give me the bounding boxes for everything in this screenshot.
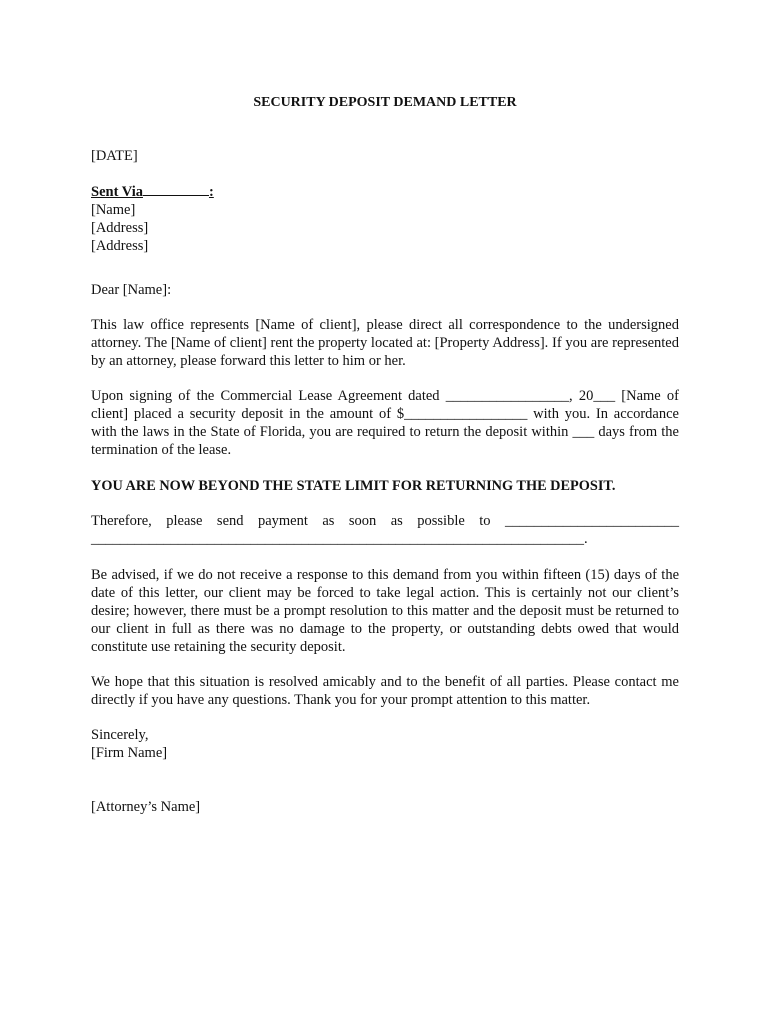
- recipient-address-2: [Address]: [91, 238, 149, 254]
- date-line: [DATE]: [91, 148, 138, 164]
- warning-heading: YOU ARE NOW BEYOND THE STATE LIMIT FOR RETURNING THE DEPOSIT.: [91, 478, 616, 494]
- sign-off: Sincerely,: [91, 727, 149, 743]
- firm-name: [Firm Name]: [91, 745, 168, 761]
- paragraph-lease-deposit: Upon signing of the Commercial Lease Agreement dated _________________, 20___ [Name of client] placed a security deposit in the amount of $_________________ with you. In accordance with the laws in the State of Florida, you are required to return the deposit within ___ days from the termination of the lease.: [91, 388, 679, 458]
- sent-via-line: [91, 183, 214, 201]
- paragraph-representation: This law office represents [Name of client], please direct all correspondence to the undersigned attorney. The [Name of client] rent the property located at: [Property Address]. If you are represented by an attorney, please forward this letter to him or her.: [91, 317, 679, 369]
- paragraph-closing-remarks: We hope that this situation is resolved amicably and to the benefit of all parties. Please contact me directly if you have any questions. Thank you for your prompt attention to this matter.: [91, 674, 679, 708]
- salutation: Dear [Name]:: [91, 282, 172, 298]
- sent-via-label: Sent Via: [91, 184, 143, 200]
- attorney-name: [Attorney’s Name]: [91, 799, 201, 815]
- paragraph-be-advised: Be advised, if we do not receive a response to this demand from you within fifteen (15) days of the date of this letter, our client may be forced to take legal action. This is certainly not our client’s desire; however, there must be a prompt resolution to this matter and the deposit must be returned to our client in full as there was no damage to the property, or outstanding debts owed that would constitute use retaining the security deposit.: [91, 567, 679, 655]
- recipient-name: [Name]: [91, 202, 136, 218]
- recipient-address-1: [Address]: [91, 220, 149, 236]
- sent-via-colon: :: [208, 184, 214, 200]
- document-title: SECURITY DEPOSIT DEMAND LETTER: [253, 95, 517, 110]
- paragraph-payment-line-2: ____________________________________________________________________.: [91, 531, 588, 547]
- paragraph-payment-line-1: Therefore, please send payment as soon as possible to ________________________: [91, 513, 679, 529]
- sent-via-blank: [143, 183, 209, 196]
